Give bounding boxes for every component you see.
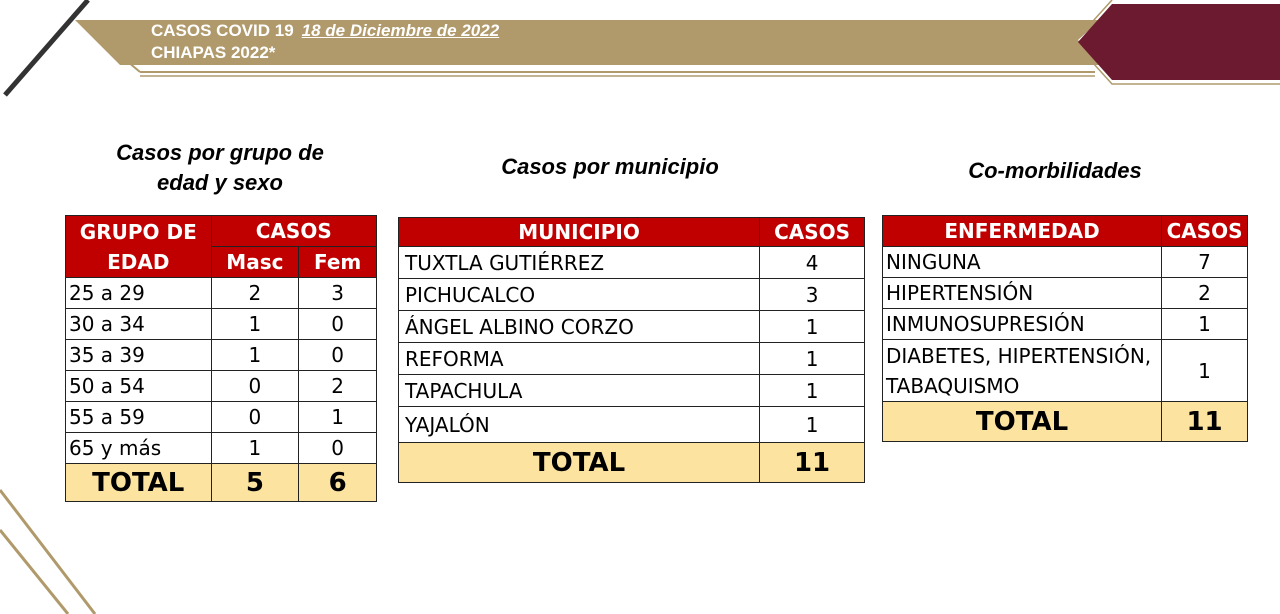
muni-total-label: TOTAL [399,443,760,483]
age-row [66,433,377,464]
corner-line [5,0,88,95]
age-group-cell: 30 a 34 [66,309,212,340]
col-header-enfermedad: ENFERMEDAD [883,216,1162,247]
header-maroon-shape [1078,4,1280,80]
comorb-total-row [883,402,1248,442]
age-sex-title [80,138,360,198]
age-group-cell: 25 a 29 [66,278,212,309]
masc-cell: 1 [211,433,299,464]
comorb-row [883,309,1248,340]
col-header-group-line2: EDAD [107,249,170,274]
comorbidities-table [882,215,1248,442]
comorb-name-cell: INMUNOSUPRESIÓN [883,309,1162,340]
comorb-total-label: TOTAL [883,402,1162,442]
muni-cases-cell: 1 [760,375,865,407]
muni-row [399,279,865,311]
municipality-title: Casos por municipio [501,154,719,179]
muni-total-row [399,443,865,483]
header-title-line1: CASOS COVID 19 [151,21,294,40]
comorb-cases-cell: 1 [1162,309,1248,340]
muni-row [399,375,865,407]
comorb-cases-cell: 2 [1162,278,1248,309]
age-row [66,340,377,371]
col-header-masc: Masc [211,247,299,278]
col-header-municipio: MUNICIPIO [399,218,760,247]
muni-row [399,407,865,443]
muni-row [399,247,865,279]
fem-cell: 0 [299,433,377,464]
age-row [66,371,377,402]
muni-name-cell: PICHUCALCO [399,279,760,311]
masc-cell: 0 [211,371,299,402]
muni-cases-cell: 1 [760,311,865,343]
age-sex-table [65,215,377,502]
muni-name-cell: REFORMA [399,343,760,375]
muni-cases-cell: 3 [760,279,865,311]
age-row [66,309,377,340]
age-row [66,402,377,433]
muni-row [399,343,865,375]
muni-name-cell: TUXTLA GUTIÉRREZ [399,247,760,279]
fem-cell: 2 [299,371,377,402]
muni-name-cell: ÁNGEL ALBINO CORZO [399,311,760,343]
age-sex-title-line2: edad y sexo [157,170,283,195]
masc-cell: 2 [211,278,299,309]
comorb-cases-cell: 7 [1162,247,1248,278]
comorb-name-cell: NINGUNA [883,247,1162,278]
col-header-comorb-casos: CASOS [1162,216,1248,247]
col-header-cases: CASOS [211,216,376,247]
col-header-muni-casos: CASOS [760,218,865,247]
comorbidities-title: Co-morbilidades [968,158,1142,183]
comorb-multi-label [883,340,1162,402]
age-row [66,278,377,309]
muni-name-cell: TAPACHULA [399,375,760,407]
header-title [151,20,499,64]
fem-cell: 3 [299,278,377,309]
fem-cell: 0 [299,340,377,371]
masc-cell: 1 [211,309,299,340]
fem-cell: 1 [299,402,377,433]
comorb-row [883,278,1248,309]
comorb-total-cases: 11 [1162,402,1248,442]
muni-total-cases: 11 [760,443,865,483]
age-total-row [66,464,377,502]
comorb-multi-cases: 1 [1162,340,1248,402]
age-sex-title-line1: Casos por grupo de [116,140,324,165]
municipality-table [398,217,865,483]
age-group-cell: 35 a 39 [66,340,212,371]
col-header-fem: Fem [299,247,377,278]
muni-name-cell: YAJALÓN [399,407,760,443]
age-group-cell: 65 y más [66,433,212,464]
masc-cell: 0 [211,402,299,433]
col-header-group-line1: GRUPO DE [79,219,197,244]
comorb-multi-line2: TABAQUISMO [886,373,1020,398]
header-date: 18 de Diciembre de 2022 [301,21,500,40]
age-total-label: TOTAL [66,464,212,502]
muni-cases-cell: 4 [760,247,865,279]
muni-row [399,311,865,343]
age-total-fem: 6 [299,464,377,502]
comorb-row [883,247,1248,278]
comorb-multi-line1: DIABETES, HIPERTENSIÓN, [886,343,1152,368]
comorb-name-cell: HIPERTENSIÓN [883,278,1162,309]
age-group-cell: 50 a 54 [66,371,212,402]
header-title-line2: CHIAPAS 2022* [151,43,276,62]
age-group-cell: 55 a 59 [66,402,212,433]
muni-cases-cell: 1 [760,407,865,443]
age-total-masc: 5 [211,464,299,502]
muni-cases-cell: 1 [760,343,865,375]
fem-cell: 0 [299,309,377,340]
col-header-group [66,216,212,278]
comorb-multi-row [883,340,1248,402]
masc-cell: 1 [211,340,299,371]
